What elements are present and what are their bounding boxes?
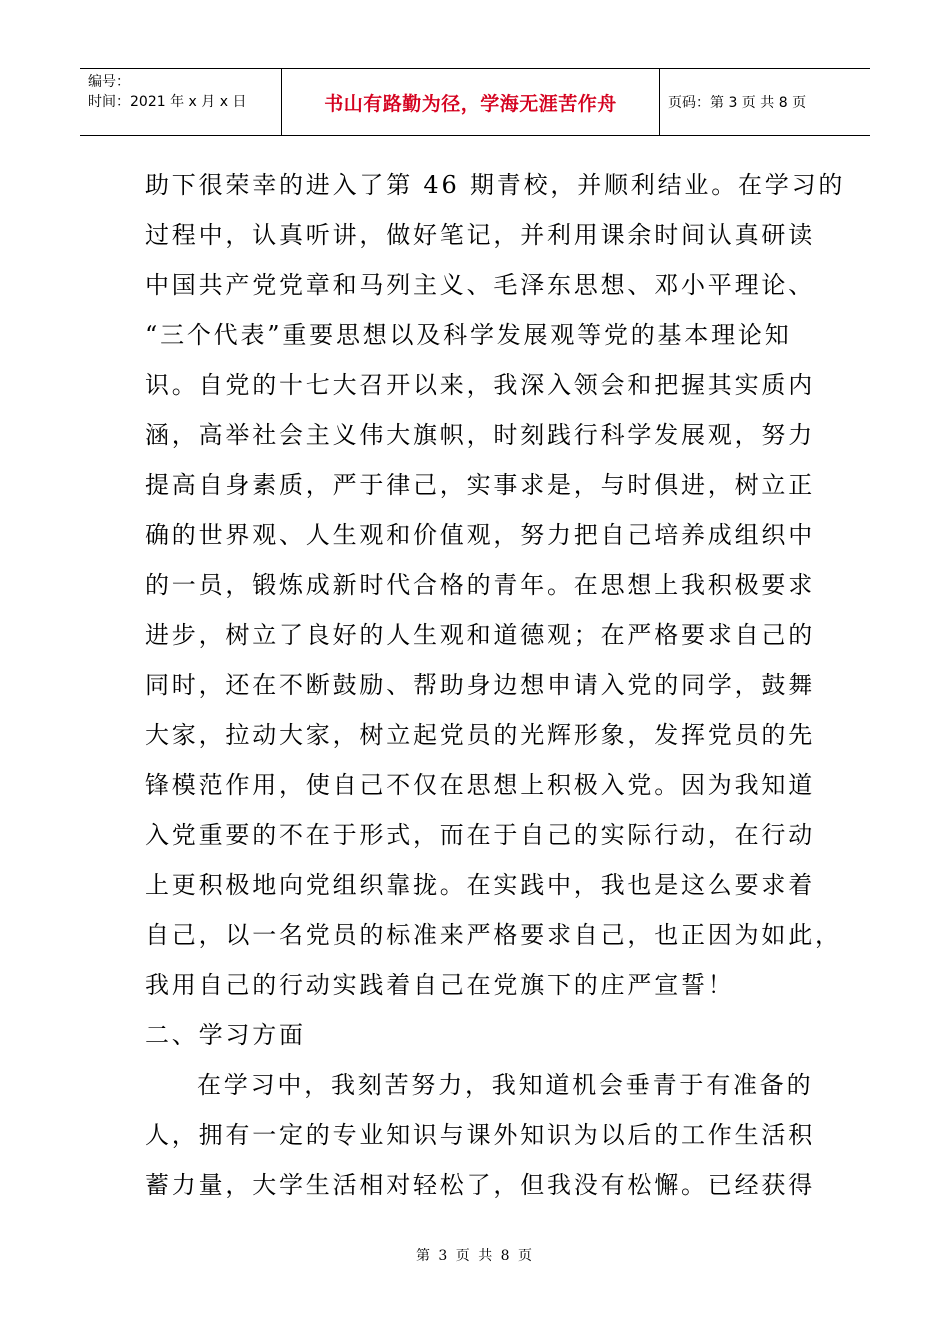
page-footer: 第 3 页 共 8 页 [415,1248,535,1264]
body-line: 锋模范作用，使自己不仅在思想上积极入党。因为我知道 [145,771,815,799]
body-line: 识。自党的十七大召开以来，我深入领会和把握其实质内 [145,371,815,399]
body-line: 入党重要的不在于形式，而在于自己的实际行动，在行动 [145,821,815,849]
body-line: 中国共产党党章和马列主义、毛泽东思想、邓小平理论、 [145,271,815,299]
document-header [80,68,870,136]
header-motto: 书山有路勤为径，学海无涯苦作舟 [282,69,660,135]
body-line: 上更积极地向党组织靠拢。在实践中，我也是这么要求着 [145,871,815,899]
body-line: 同时，还在不断鼓励、帮助身边想申请入党的同学，鼓舞 [145,671,815,699]
header-meta [80,69,282,135]
body-line: 自己，以一名党员的标准来严格要求自己，也正因为如此， [145,921,842,949]
body-line: 大家，拉动大家，树立起党员的光辉形象，发挥党员的先 [145,721,815,749]
section-heading: 二、学习方面 [145,1021,306,1049]
body-line: 提高自身素质，严于律己，实事求是，与时俱进，树立正 [145,471,815,499]
body-line: 过程中，认真听讲，做好笔记，并利用课余时间认真研读 [145,221,815,249]
document-body [145,160,846,1210]
header-page-info: 页码：第 3 页 共 8 页 [668,95,807,111]
body-line: 进步，树立了良好的人生观和道德观；在严格要求自己的 [145,621,815,649]
body-line: “三个代表”重要思想以及科学发展观等党的基本理论知 [145,321,792,349]
body-line: 涵，高举社会主义伟大旗帜，时刻践行科学发展观，努力 [145,421,815,449]
body-line: 蓄力量，大学生活相对轻松了，但我没有松懈。已经获得 [145,1171,815,1199]
body-line: 的一员，锻炼成新时代合格的青年。在思想上我积极要求 [145,571,815,599]
body-line: 助下很荣幸的进入了第 46 期青校，并顺利结业。在学习的 [145,171,846,199]
body-line: 我用自己的行动实践着自己在党旗下的庄严宣誓！ [145,971,735,999]
document-time: 时间：2021 年 x 月 x 日 [88,94,247,110]
body-line: 人，拥有一定的专业知识与课外知识为以后的工作生活积 [145,1121,815,1149]
body-line: 确的世界观、人生观和价值观，努力把自己培养成组织中 [145,521,815,549]
body-line: 在学习中，我刻苦努力，我知道机会垂青于有准备的 [197,1071,814,1099]
document-number-label: 编号： [88,74,130,90]
